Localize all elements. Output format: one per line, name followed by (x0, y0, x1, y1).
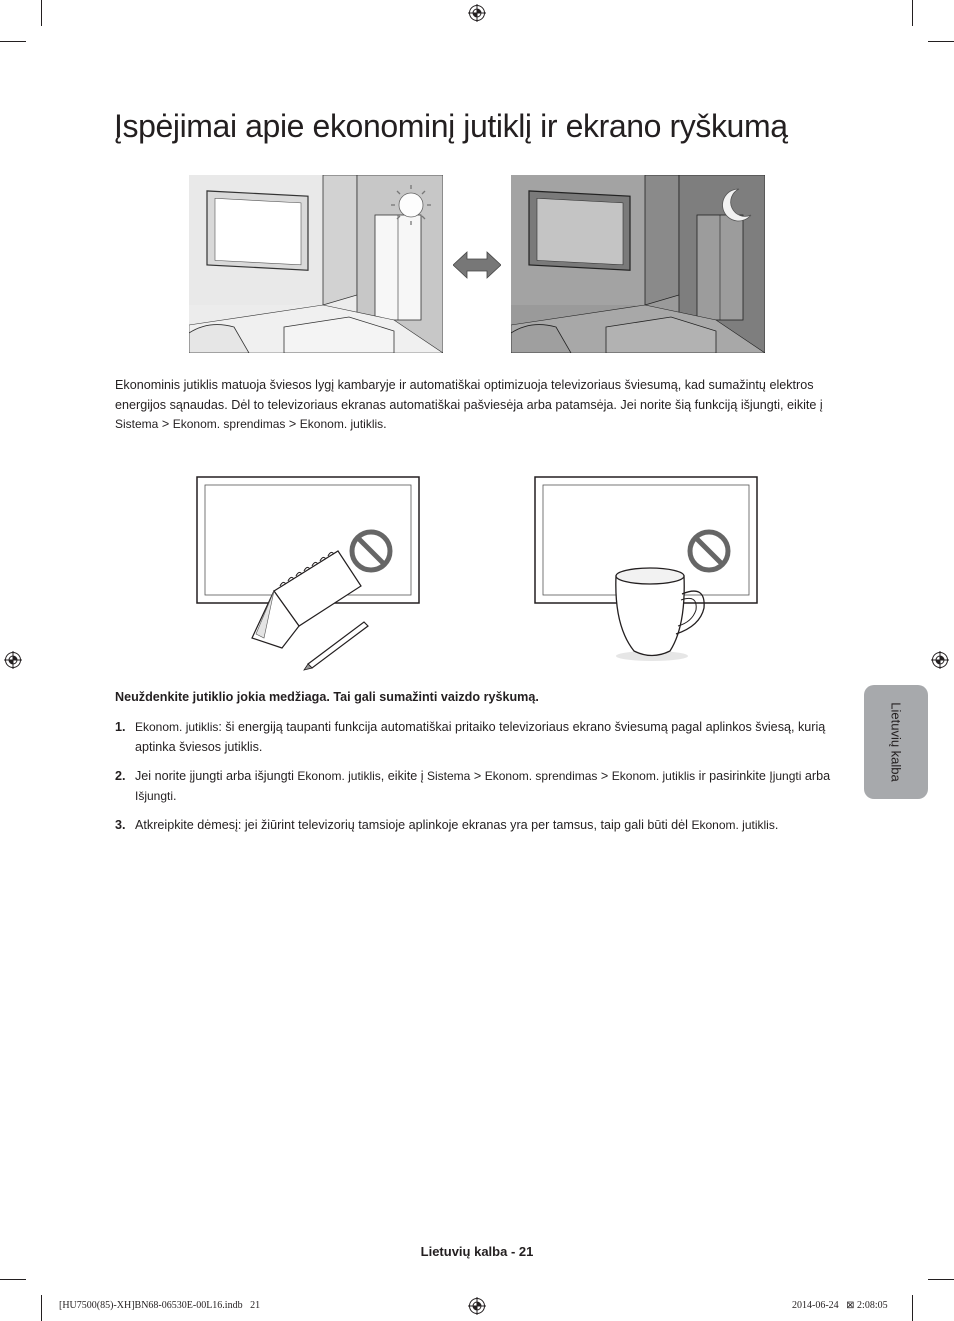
list-number: 3. (115, 818, 126, 832)
crop-mark (912, 1295, 913, 1321)
crop-mark (41, 1295, 42, 1321)
crop-mark (928, 41, 954, 42)
list-item-text: : ši energiją taupanti funkcija automatiškai pritaiko televizoriaus ekrano šviesumą pagal aplinkos šviesą, kurią aptinka šviesos jutiklis. (135, 720, 826, 754)
path-separator: > (285, 417, 300, 431)
crop-mark (41, 0, 42, 26)
crop-mark (912, 0, 913, 26)
list-item-text: ir pasirinkite (695, 769, 770, 783)
menu-path-ekonom-sprendimas: Ekonom. sprendimas (172, 417, 286, 431)
page-footer: Lietuvių kalba - 21 (420, 1244, 534, 1259)
dark-room-illustration (511, 175, 765, 353)
registration-mark-icon (468, 1297, 486, 1315)
list-number: 2. (115, 769, 126, 783)
registration-mark-icon (468, 4, 486, 22)
bright-room-illustration (189, 175, 443, 353)
option-ijungti: Įjungti (769, 769, 802, 783)
list-number: 1. (115, 720, 126, 734)
menu-path-sistema: Sistema (115, 417, 159, 431)
term-ekonom-jutiklis: Ekonom. jutiklis (135, 720, 219, 734)
language-side-tab-label: Lietuvių kalba (888, 702, 904, 782)
term-ekonom-jutiklis: Ekonom. jutiklis (691, 818, 775, 832)
tv-with-mug-illustration (534, 476, 760, 666)
intro-paragraph (115, 376, 845, 435)
crop-mark (0, 1279, 26, 1280)
language-side-tab (864, 685, 928, 799)
notes-list (115, 718, 845, 846)
intro-text: Ekonominis jutiklis matuoja šviesos lygį kambaryje ir automatiškai optimizuoja televizoriaus šviesumą, kad sumažintų elektros energijos sąnaudas. Dėl to televizoriaus ekranas automatiškai pašviesėja arba patamsėja. Jei norite šią funkciją išjungti, eikite į (115, 378, 823, 412)
list-item-text: . (774, 818, 779, 832)
crop-mark (928, 1279, 954, 1280)
tv-with-calendar-illustration (196, 476, 422, 672)
registration-mark-icon (931, 651, 949, 669)
menu-path-ekonom-jutiklis: Ekonom. jutiklis (611, 769, 696, 783)
list-item (115, 816, 845, 836)
menu-path-ekonom-sprendimas: Ekonom. sprendimas (484, 769, 598, 783)
warning-text: Neuždenkite jutiklio jokia medžiaga. Tai gali sumažinti vaizdo ryškumą. (115, 690, 539, 704)
page-title: Įspėjimai apie ekonominį jutiklį ir ekrano ryškumą (114, 108, 788, 144)
list-item-text: . (173, 788, 177, 803)
list-item-text: Jei norite įjungti arba išjungti (135, 769, 298, 783)
double-arrow-icon (453, 250, 501, 280)
option-isjungti: Išjungti (135, 788, 174, 803)
path-separator: > (158, 417, 173, 431)
list-item (115, 767, 845, 806)
term-ekonom-jutiklis: Ekonom. jutiklis (297, 769, 381, 783)
path-separator: > (470, 769, 485, 783)
menu-path-sistema: Sistema (427, 769, 471, 783)
print-info-file: [HU7500(85)-XH]BN68-06530E-00L16.indb 21 (59, 1300, 261, 1311)
list-item-text: , eikite į (380, 769, 427, 783)
list-item-text: arba (801, 769, 831, 783)
list-item (115, 718, 845, 757)
list-item-text: Atkreipkite dėmesį: jei žiūrint televizorių tamsioje aplinkoje ekranas yra per tamsus, taip gali būti dėl (135, 818, 692, 832)
path-separator: > (597, 769, 612, 783)
registration-mark-icon (4, 651, 22, 669)
crop-mark (0, 41, 26, 42)
intro-end: . (383, 417, 387, 431)
print-info-timestamp: 2014-06-24 ⊠ 2:08:05 (792, 1300, 888, 1311)
menu-path-ekonom-jutiklis: Ekonom. jutiklis (299, 417, 384, 431)
